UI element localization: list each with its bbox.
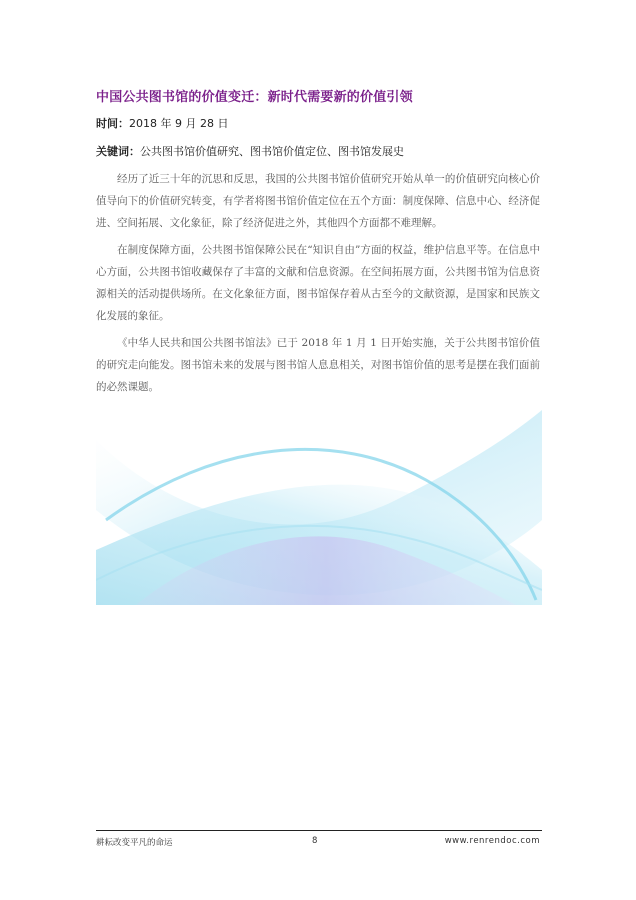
paragraph-2: 在制度保障方面，公共图书馆保障公民在“知识自由”方面的权益，维护信息平等。在信息中心方面，公共图书馆收藏保存了丰富的文献和信息资源。在空间拓展方面，公共图书馆为信息资源相关的活动提供场所。在文化象征方面，图书馆保存着从古至今的文献资源，是国家和民族文化发展的象征。 [96, 244, 540, 322]
keywords-label: 关键词： [96, 145, 140, 158]
footer-divider [96, 830, 542, 831]
publish-date [96, 115, 228, 131]
footer-slogan: 耕耘改变平凡的命运 [96, 838, 173, 848]
page-number: 8 [312, 836, 318, 846]
paragraph-3: 《中华人民共和国公共图书馆法》已于 2018 年 1 月 1 日开始实施，关于公共图书馆价值的研究走向能发。图书馆未来的发展与图书馆人息息相关，对图书馆价值的思考是摆在我们面前的必然课题。 [96, 337, 540, 393]
article-title: 中国公共图书馆的价值变迁：新时代需要新的价值引领 [96, 90, 413, 105]
paragraph-1: 经历了近三十年的沉思和反思，我国的公共图书馆价值研究开始从单一的价值研究向核心价值导向下的价值研究转变，有学者将图书馆价值定位在五个方面：制度保障、信息中心、经济促进、空间拓展、文化象征，除了经济促进之外，其他四个方面都不难理解。 [96, 173, 540, 229]
decorative-wave-graphic [96, 400, 542, 605]
keywords [96, 143, 404, 159]
article-body [96, 168, 540, 403]
date-value: 2018 年 9 月 28 日 [129, 117, 229, 130]
date-label: 时间： [96, 117, 129, 130]
footer-website: www.renrendoc.com [444, 836, 540, 846]
keywords-value: 公共图书馆价值研究、图书馆价值定位、图书馆发展史 [140, 145, 404, 158]
